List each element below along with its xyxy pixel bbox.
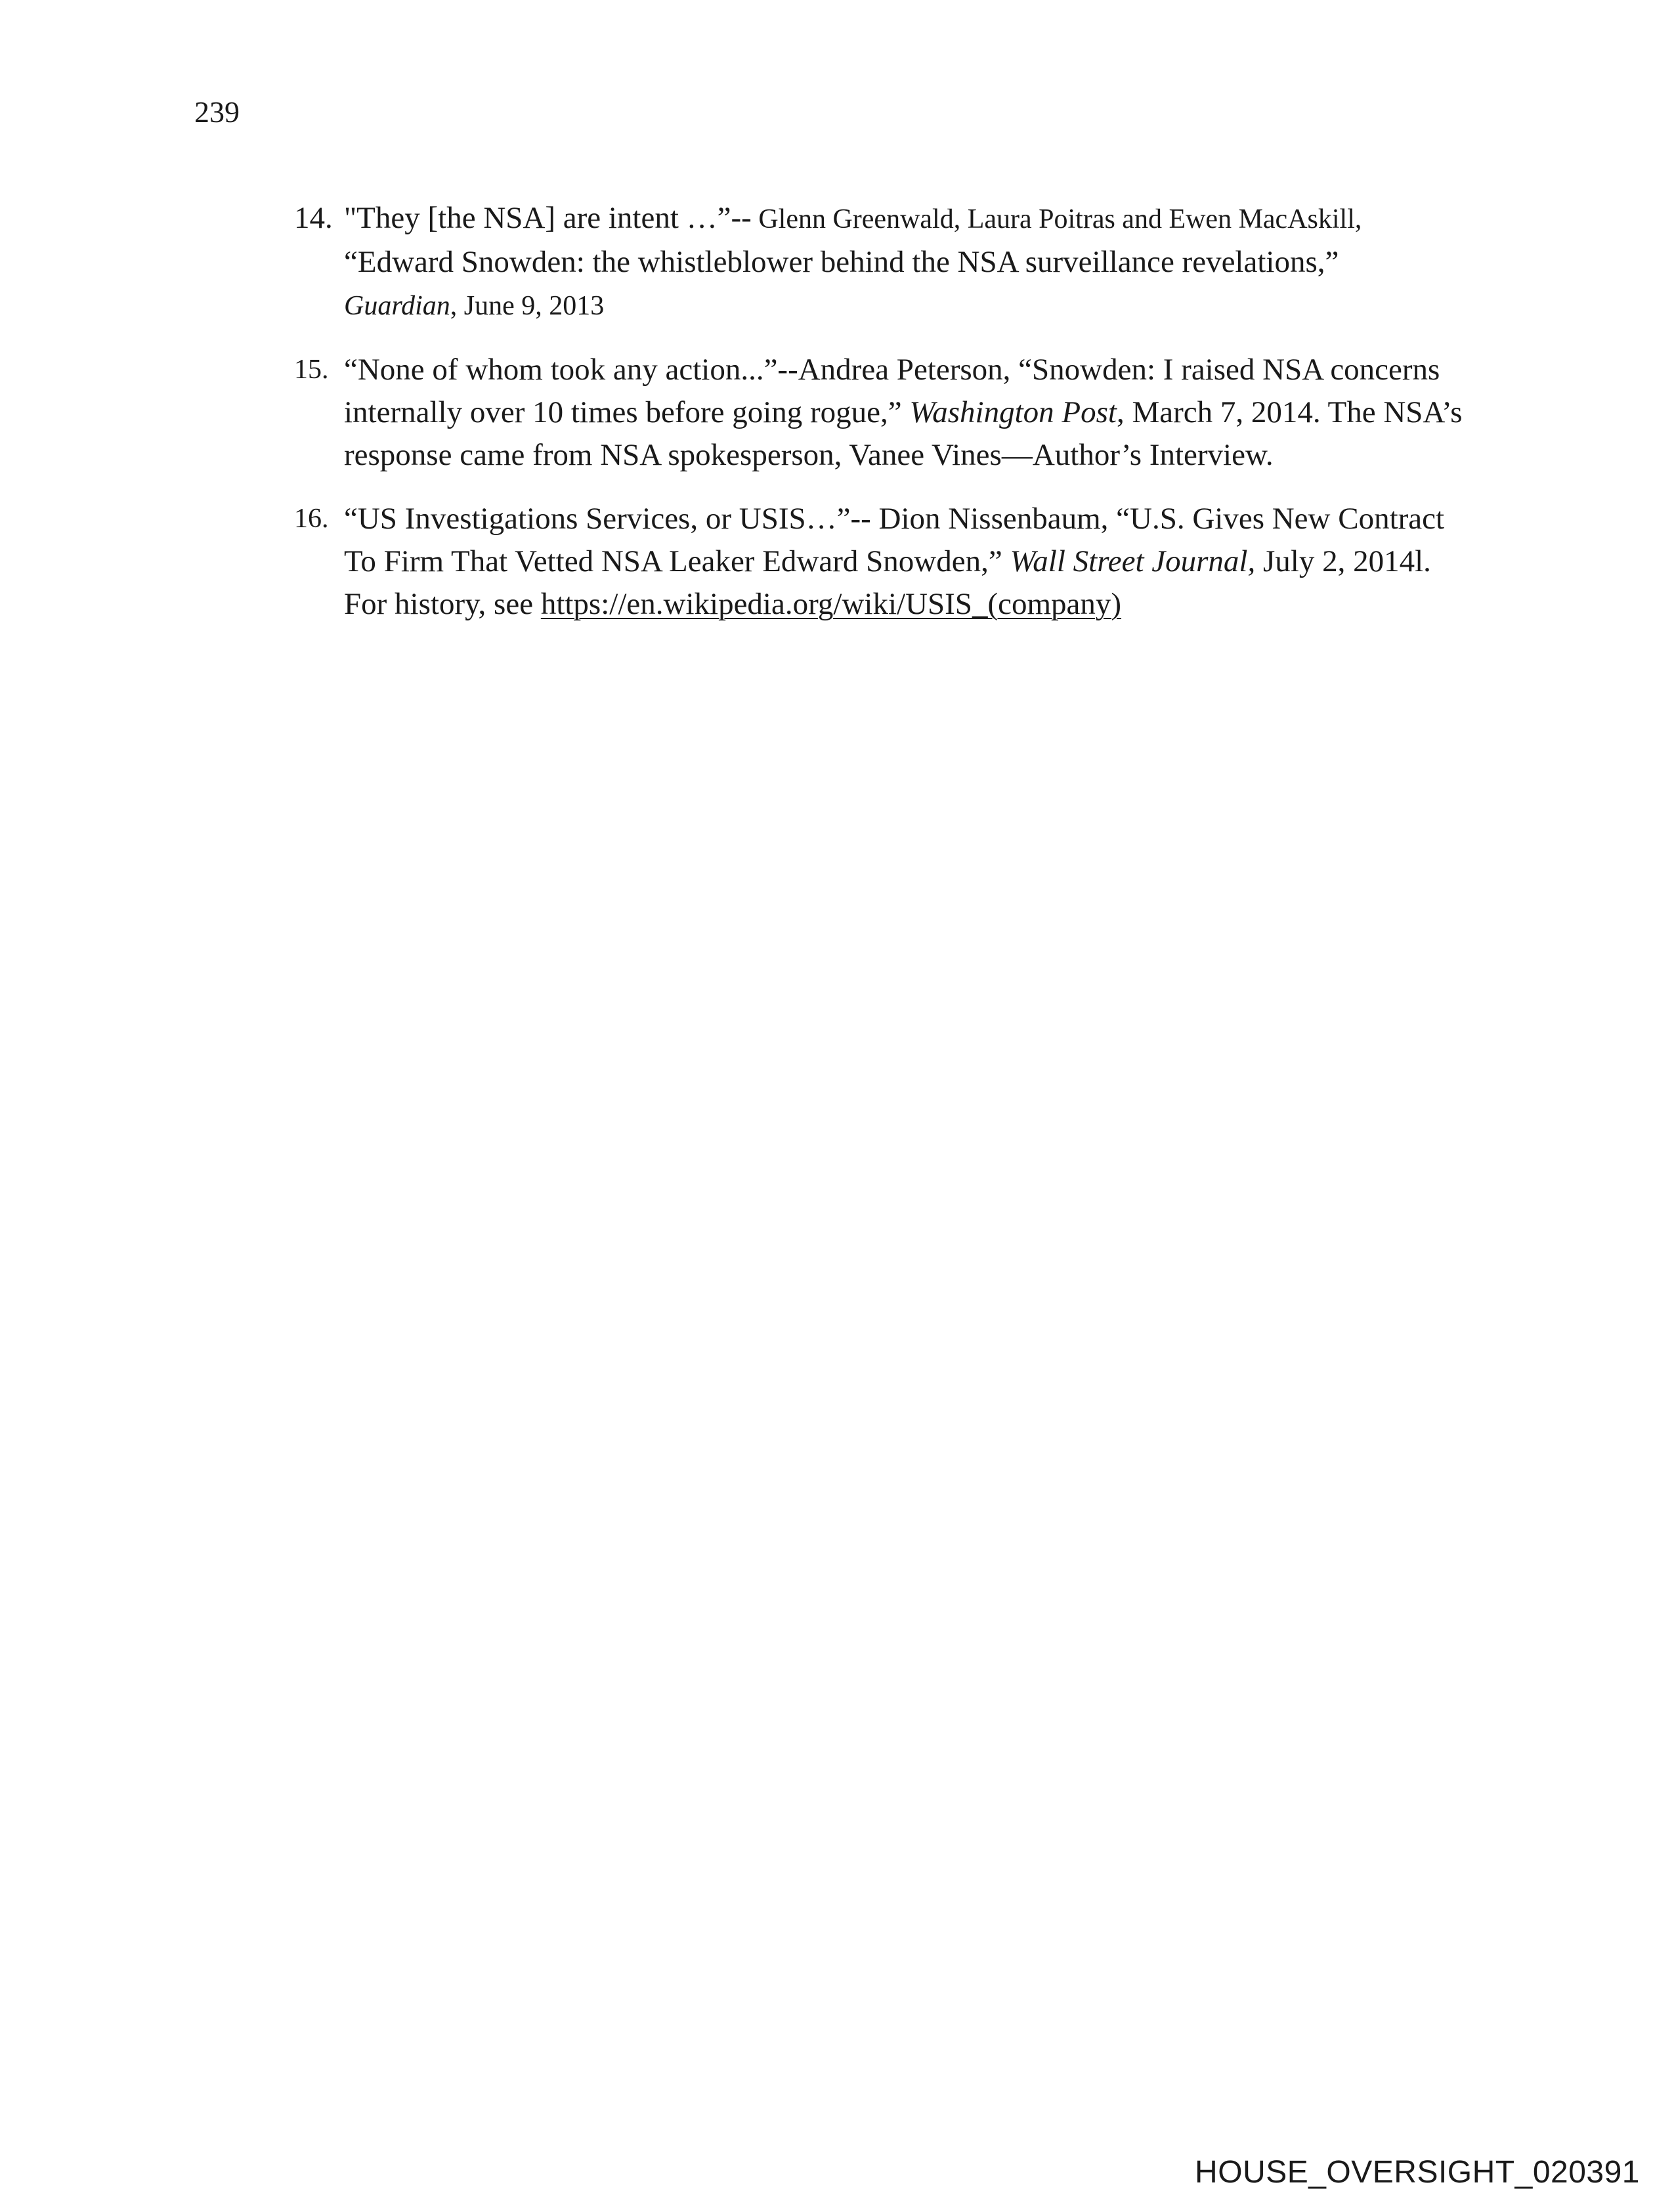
endnote-date: , June 9, 2013: [450, 291, 605, 321]
endnote-text-continued: , March 7, 2014. The NSA’s response came from NSA spokesperson, Vanee Vines—Author’s Interview.: [344, 395, 1463, 472]
endnote-number: 15.: [294, 355, 329, 385]
endnote-number: 14.: [294, 201, 333, 235]
endnote-quote: "They [the NSA] are intent …”--: [344, 201, 752, 235]
endnote-number: 16.: [294, 504, 329, 534]
endnote-text: “None of whom took any action...”--Andrea Peterson, “Snowden: I raised NSA concerns internally over 10 times before going rogue,”: [344, 353, 1440, 429]
endnote-publication: Guardian: [344, 291, 450, 321]
endnote-publication: Washington Post: [909, 395, 1117, 429]
page-number: 239: [194, 95, 240, 129]
endnote-14: [294, 197, 1476, 328]
endnote-16: [294, 498, 1476, 626]
wikipedia-link[interactable]: https://en.wikipedia.org/wiki/USIS_(company): [540, 587, 1122, 621]
endnote-text-continued: July 2, 2014l. For history, see: [344, 544, 1431, 621]
endnote-15: [294, 349, 1476, 477]
endnotes-list: [294, 197, 1476, 626]
endnote-article-title: “Edward Snowden: the whistleblower behind the NSA surveillance revelations,”: [344, 245, 1339, 279]
endnote-publication: Wall Street Journal,: [1010, 544, 1256, 578]
document-id-footer: HOUSE_OVERSIGHT_020391: [1195, 2155, 1640, 2190]
endnote-text: “US Investigations Services, or USIS…”-- Dion Nissenbaum, “U.S. Gives New Contract To Firm That Vetted NSA Leaker Edward Snowden,”: [344, 502, 1445, 578]
endnote-authors: Glenn Greenwald, Laura Poitras and Ewen MacAskill,: [751, 204, 1362, 234]
